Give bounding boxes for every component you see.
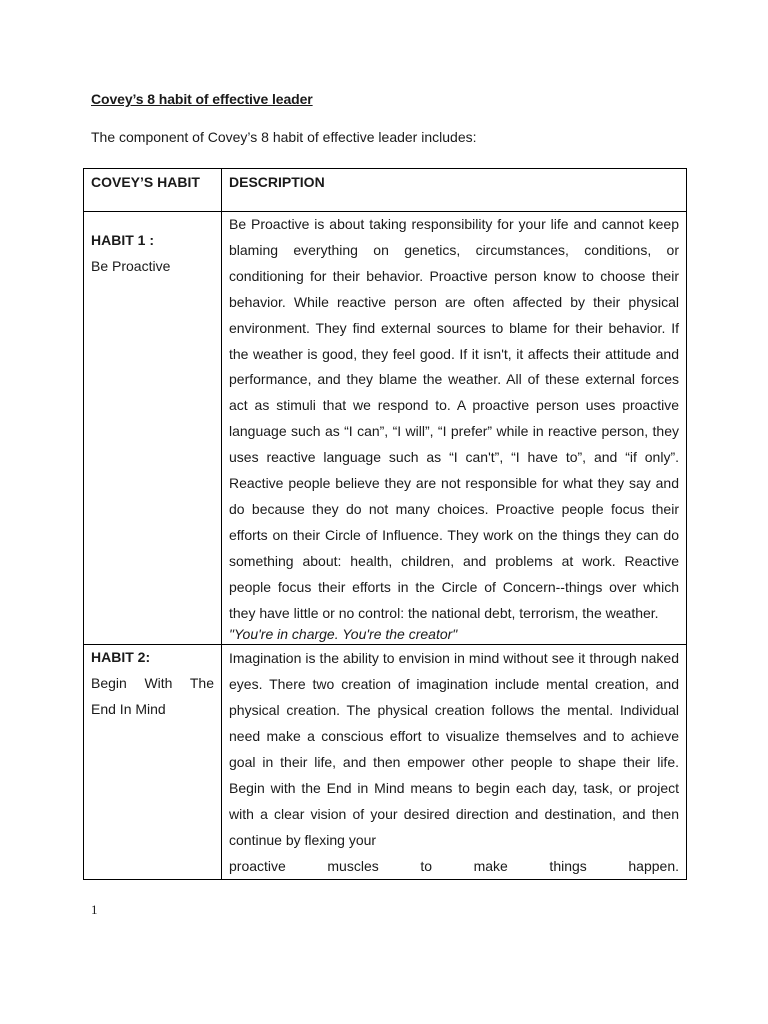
habit-name: Be Proactive [91,258,171,274]
description-cell [222,644,687,879]
habits-table [83,168,687,880]
table-row [84,212,687,645]
habit-description: Be Proactive is about taking responsibility for your life and cannot keep blaming everything on genetics, circumstances, conditions, or conditioning for their behavior. Proactive person know to choose their behavior. While reactive person are often affected by their physical environment. They find external sources to blame for their behavior. If the weather is good, they feel good. If it isn't, it affects their attitude and performance, and they blame the weather. All of these external forces act as stimuli that we respond to. A proactive person uses proactive language such as “I can”, “I will”, “I prefer” while in reactive person, they uses reactive language such as “I can't”, “I have to”, and “if only”. Reactive people believe they are not responsible for what they say and do because they do not many choices. Proactive people focus their efforts on their Circle of Influence. They work on the things they can do something about: health, children, and problems at work. Reactive people focus their efforts in the Circle of Concern--things over which they have little or no control: the national debt, terrorism, the weather. [229,216,679,621]
header-covey-habit: COVEY’S HABIT [84,169,222,212]
table-header-row [84,169,687,212]
habit-description-last-line: proactive muscles to make things happen. [229,857,679,874]
habit-name: Begin With The End In Mind [91,674,214,717]
header-description: DESCRIPTION [222,169,687,212]
table-row [84,644,687,879]
habit-cell [84,212,222,645]
intro-paragraph: The component of Covey’s 8 habit of effective leader includes: [91,129,477,145]
habit-quote: "You're in charge. You're the creator" [229,625,458,642]
habit-number: HABIT 2: [91,648,151,665]
page-number: 1 [91,902,98,917]
habit-number: HABIT 1 : [91,232,154,248]
description-cell [222,212,687,645]
habit-cell [84,644,222,879]
document-title: Covey’s 8 habit of effective leader [91,91,313,107]
habit-description: Imagination is the ability to envision in mind without see it through naked eyes. There two creation of imagination include mental creation, and physical creation. The physical creation follows the mental. Individual need make a conscious effort to visualize themselves and to achieve goal in their life, and then empower other people to shape their life. Begin with the End in Mind means to begin each day, task, or project with a clear vision of your desired direction and destination, and then continue by flexing your [229,649,679,848]
